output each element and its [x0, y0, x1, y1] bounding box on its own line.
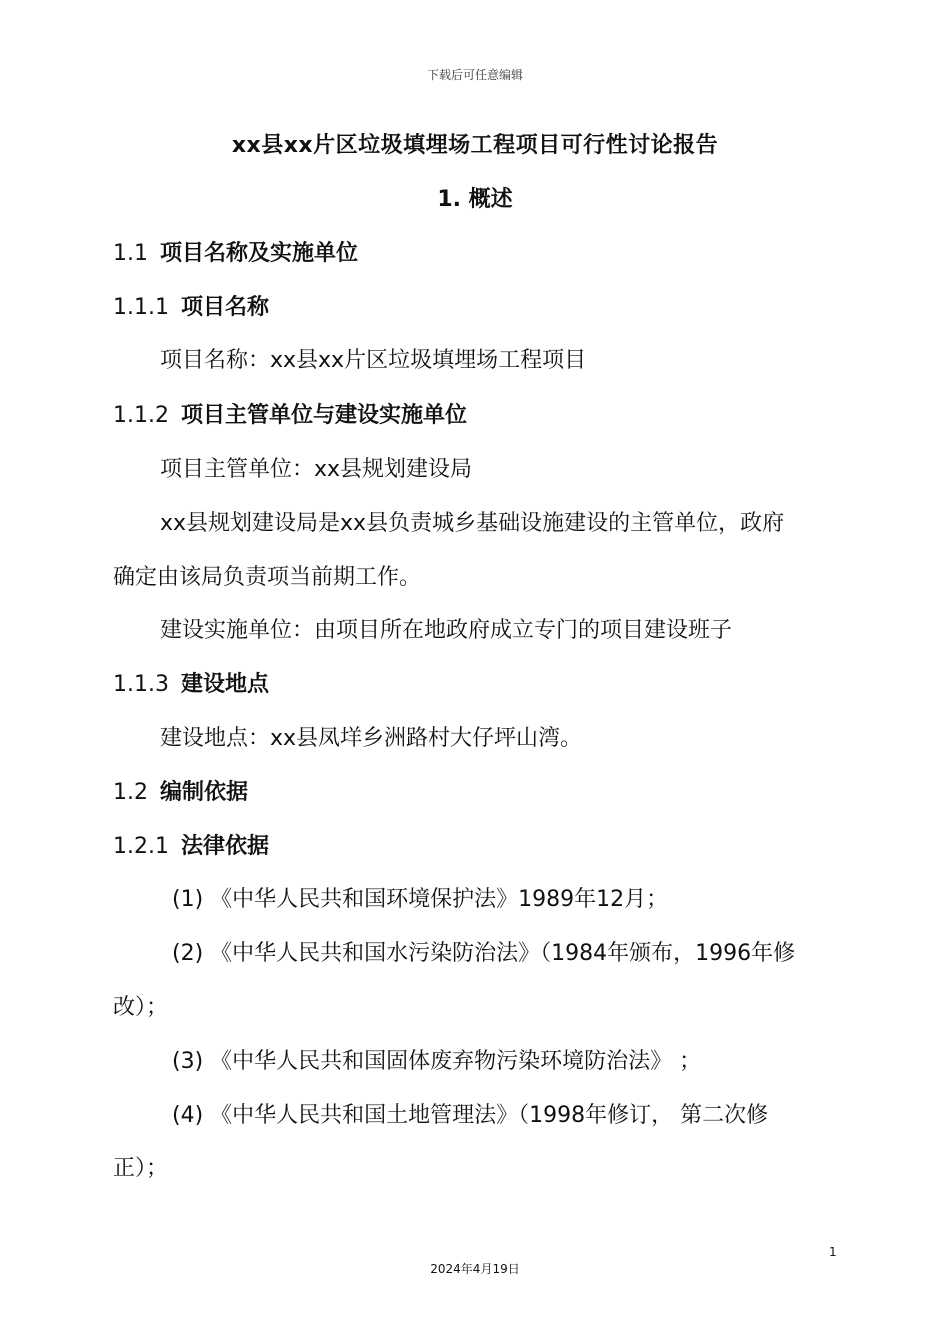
paragraph-implementer: 建设实施单位：由项目所在地政府成立专门的项目建设班子 [160, 618, 733, 643]
section-number: 1.1.3 [113, 672, 169, 697]
paragraph-location: 建设地点：xx县凤垟乡洲路村大仔坪山湾。 [160, 726, 583, 751]
section-heading-1-1-1 [113, 290, 269, 321]
section-heading-1-1-3 [113, 667, 269, 698]
section-heading-1-2 [113, 775, 248, 806]
footer-date: 2024年4月19日 [430, 1262, 520, 1276]
section-title: 项目主管单位与建设实施单位 [180, 403, 467, 428]
law-item-1: (1) 《中华人民共和国环境保护法》1989年12月； [172, 887, 669, 912]
section-title: 项目名称及实施单位 [160, 241, 359, 266]
section-title: 法律依据 [180, 834, 269, 859]
section-heading-1-2-1 [113, 829, 269, 860]
section-number: 1.2.1 [113, 834, 169, 859]
law-item-4-line-2: 正）； [113, 1156, 169, 1181]
section-heading-1-1-2 [113, 398, 467, 429]
section-heading-1-1 [113, 236, 358, 267]
paragraph-project-name: 项目名称：xx县xx片区垃圾填埋场工程项目 [160, 348, 587, 373]
law-item-2-line-2: 改）； [113, 995, 169, 1020]
paragraph-bureau-line-2: 确定由该局负责项当前期工作。 [113, 565, 422, 590]
section-title: 项目名称 [180, 295, 269, 320]
section-title: 建设地点 [180, 672, 269, 697]
section-number: 1.1.1 [113, 295, 169, 320]
section-number: 1.1.2 [113, 403, 169, 428]
chapter-heading: 1. 概述 [437, 187, 513, 212]
document-title: xx县xx片区垃圾填埋场工程项目可行性讨论报告 [231, 133, 719, 158]
paragraph-bureau-line-1: xx县规划建设局是xx县负责城乡基础设施建设的主管单位，政府 [160, 511, 785, 536]
section-title: 编制依据 [160, 780, 249, 805]
section-number: 1.1 [113, 241, 148, 266]
law-item-2-line-1: (2) 《中华人民共和国水污染防治法》（1984年颁布，1996年修 [172, 941, 796, 966]
law-item-4-line-1: (4) 《中华人民共和国土地管理法》（1998年修订， 第二次修 [172, 1103, 769, 1128]
paragraph-supervisor: 项目主管单位：xx县规划建设局 [160, 457, 473, 482]
page-header: 下载后可任意编辑 [426, 68, 523, 82]
section-number: 1.2 [113, 780, 148, 805]
law-item-3: (3) 《中华人民共和国固体废弃物污染环境防治法》 ； [172, 1049, 702, 1074]
page-number: 1 [829, 1245, 837, 1259]
